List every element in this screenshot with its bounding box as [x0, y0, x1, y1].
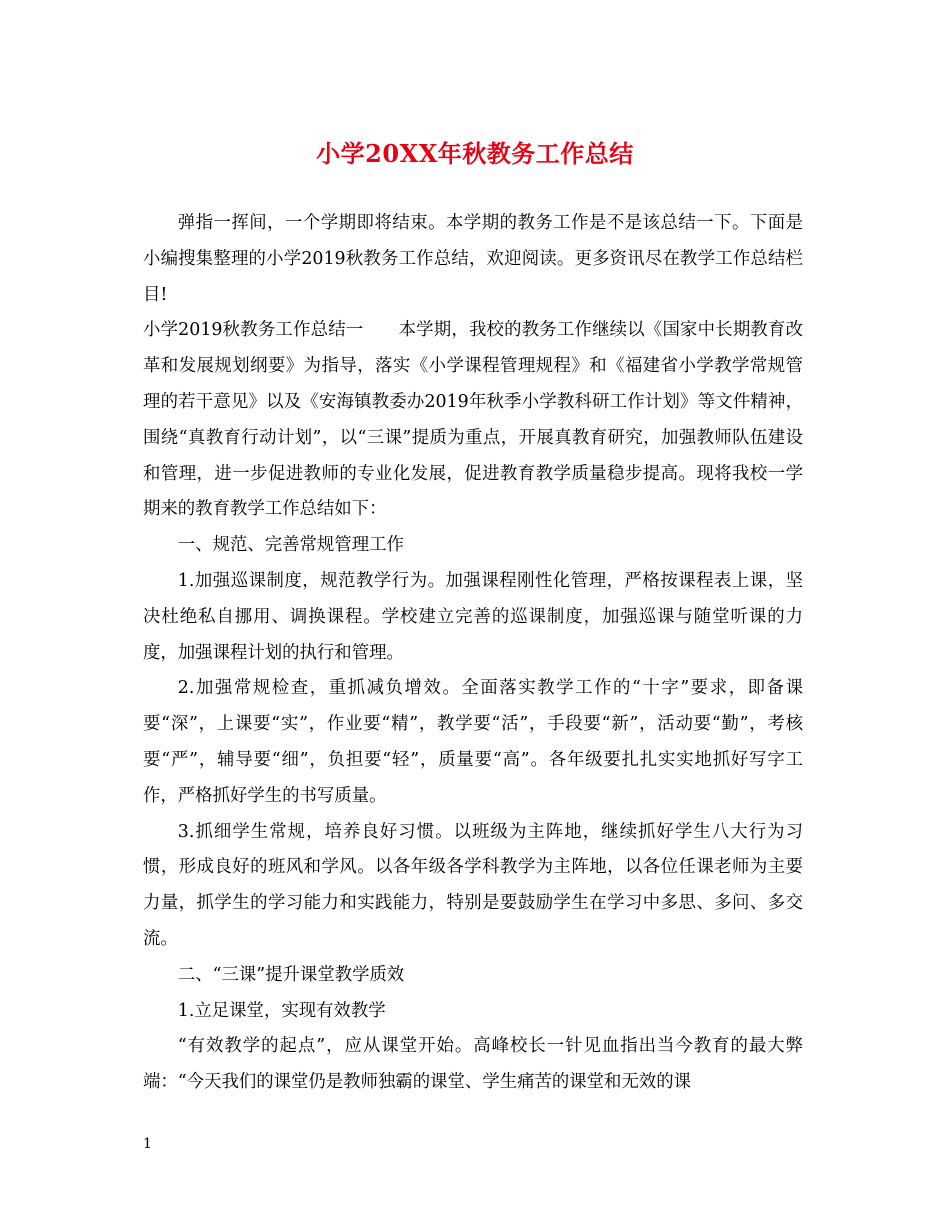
- page-number: 1: [143, 1136, 152, 1152]
- paragraph-item-1: 1.加强巡课制度，规范教学行为。加强课程刚性化管理，严格按课程表上课，坚决杜绝私自挪用、调换课程。学校建立完善的巡课制度，加强巡课与随堂听课的力度，加强课程计划的执行和管理。: [143, 570, 803, 663]
- paragraph-summary-one: 小学2019秋教务工作总结一 本学期，我校的教务工作继续以《国家中长期教育改革和发展规划纲要》为指导，落实《小学课程管理规程》和《福建省小学教学常规管理的若干意见》以及《安海镇教委办2019年秋季小学教科研工作计划》等文件精神，围绕“真教育行动计划”，以“三课”提质为重点，开展真教育研究，加强教师队伍建设和管理，进一步促进教师的专业化发展，促进教育教学质量稳步提高。现将我校一学期来的教育教学工作总结如下：: [143, 320, 803, 520]
- section-heading-three-lessons: 二、“三课”提升课堂教学质效: [177, 964, 405, 985]
- document-title: 小学20XX年秋教务工作总结: [316, 139, 634, 168]
- paragraph-intro: 弹指一挥间，一个学期即将结束。本学期的教务工作是不是该总结一下。下面是小编搜集整理的小学2019秋教务工作总结，欢迎阅读。更多资讯尽在教学工作总结栏目!: [143, 213, 803, 305]
- paragraph-item-3: 3.抓细学生常规，培养良好习惯。以班级为主阵地，继续抓好学生八大行为习惯，形成良好的班风和学风。以各年级各学科教学为主阵地，以各位任课老师为主要力量，抓学生的学习能力和实践能力，特别是要鼓励学生在学习中多思、多问、多交流。: [143, 821, 803, 949]
- section-heading-routine-management: 一、规范、完善常规管理工作: [177, 535, 404, 556]
- document-body: [143, 206, 803, 1101]
- paragraph-item-2: 2.加强常规检查，重抓减负增效。全面落实教学工作的“十字”要求，即备课要“深”，上课要“实”，作业要“精”，教学要“活”，手段要“新”，活动要“勤”，考核要“严”，辅导要“细”，负担要“轻”，质量要“高”。各年级要扎扎实实地抓好写字工作，严格抓好学生的书写质量。: [143, 678, 803, 806]
- subheading-classroom: 1.立足课堂，实现有效教学: [177, 1000, 386, 1021]
- paragraph-effective-teaching: “有效教学的起点”，应从课堂开始。高峰校长一针见血指出当今教育的最大弊端：“今天我们的课堂仍是教师独霸的课堂、学生痛苦的课堂和无效的课: [143, 1036, 803, 1093]
